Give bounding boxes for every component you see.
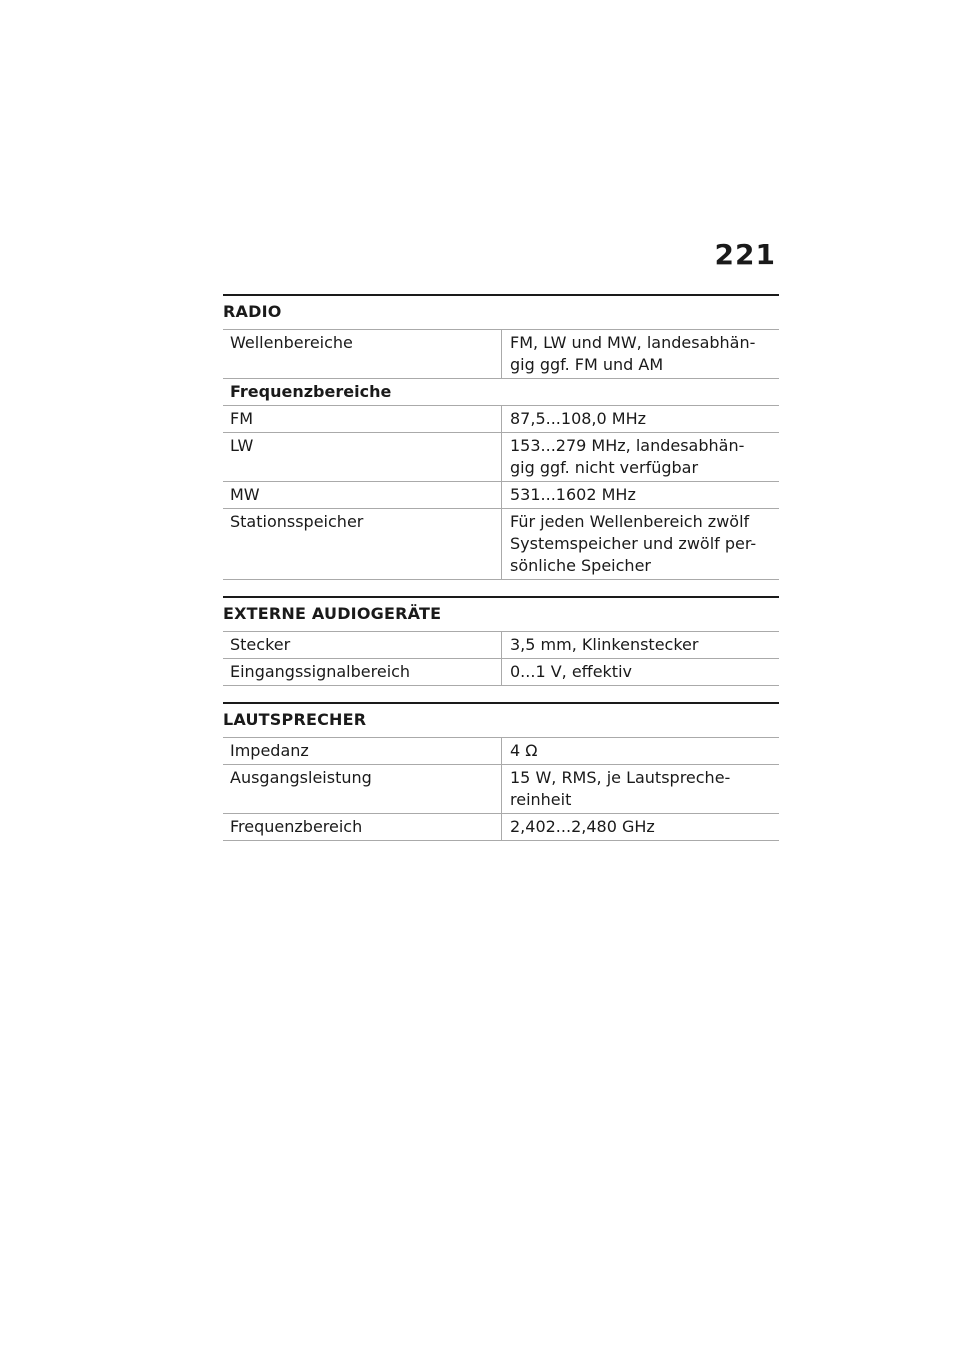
section-title-externe-audiogeraete: EXTERNE AUDIOGERÄTE bbox=[223, 596, 779, 631]
table-subheading: Frequenzbereiche bbox=[223, 379, 779, 406]
row-value: 3,5 mm, Klinkenstecker bbox=[502, 632, 780, 659]
row-label: Stationsspeicher bbox=[223, 509, 502, 580]
row-label: Frequenzbereich bbox=[223, 814, 502, 841]
spec-content bbox=[223, 294, 779, 841]
row-value: 2,402...2,480 GHz bbox=[502, 814, 780, 841]
lautsprecher-spec-table bbox=[223, 737, 779, 841]
table-row bbox=[223, 406, 779, 433]
row-label: FM bbox=[223, 406, 502, 433]
table-subheading-row bbox=[223, 379, 779, 406]
table-row bbox=[223, 765, 779, 814]
row-value: 87,5...108,0 MHz bbox=[502, 406, 780, 433]
row-label: Stecker bbox=[223, 632, 502, 659]
table-row bbox=[223, 433, 779, 482]
table-row bbox=[223, 482, 779, 509]
section-title-lautsprecher: LAUTSPRECHER bbox=[223, 702, 779, 737]
externe-spec-table bbox=[223, 631, 779, 686]
row-label: Impedanz bbox=[223, 738, 502, 765]
row-label: Eingangssignalbereich bbox=[223, 659, 502, 686]
row-label: MW bbox=[223, 482, 502, 509]
page-number: 221 bbox=[714, 238, 776, 271]
row-label: Ausgangsleistung bbox=[223, 765, 502, 814]
radio-spec-table bbox=[223, 329, 779, 580]
row-value: Für jeden Wellenbereich zwölf Systemspeicher und zwölf per- sönliche Speicher bbox=[502, 509, 780, 580]
table-row bbox=[223, 330, 779, 379]
row-label: Wellenbereiche bbox=[223, 330, 502, 379]
section-title-radio: RADIO bbox=[223, 294, 779, 329]
table-row bbox=[223, 632, 779, 659]
row-value: 531...1602 MHz bbox=[502, 482, 780, 509]
table-row bbox=[223, 509, 779, 580]
table-row bbox=[223, 659, 779, 686]
row-value: 15 W, RMS, je Lautspreche- reinheit bbox=[502, 765, 780, 814]
row-value: FM, LW und MW, landesabhän- gig ggf. FM und AM bbox=[502, 330, 780, 379]
table-row bbox=[223, 814, 779, 841]
row-label: LW bbox=[223, 433, 502, 482]
row-value: 4 Ω bbox=[502, 738, 780, 765]
row-value: 153...279 MHz, landesabhän- gig ggf. nicht verfügbar bbox=[502, 433, 780, 482]
table-row bbox=[223, 738, 779, 765]
row-value: 0...1 V, effektiv bbox=[502, 659, 780, 686]
